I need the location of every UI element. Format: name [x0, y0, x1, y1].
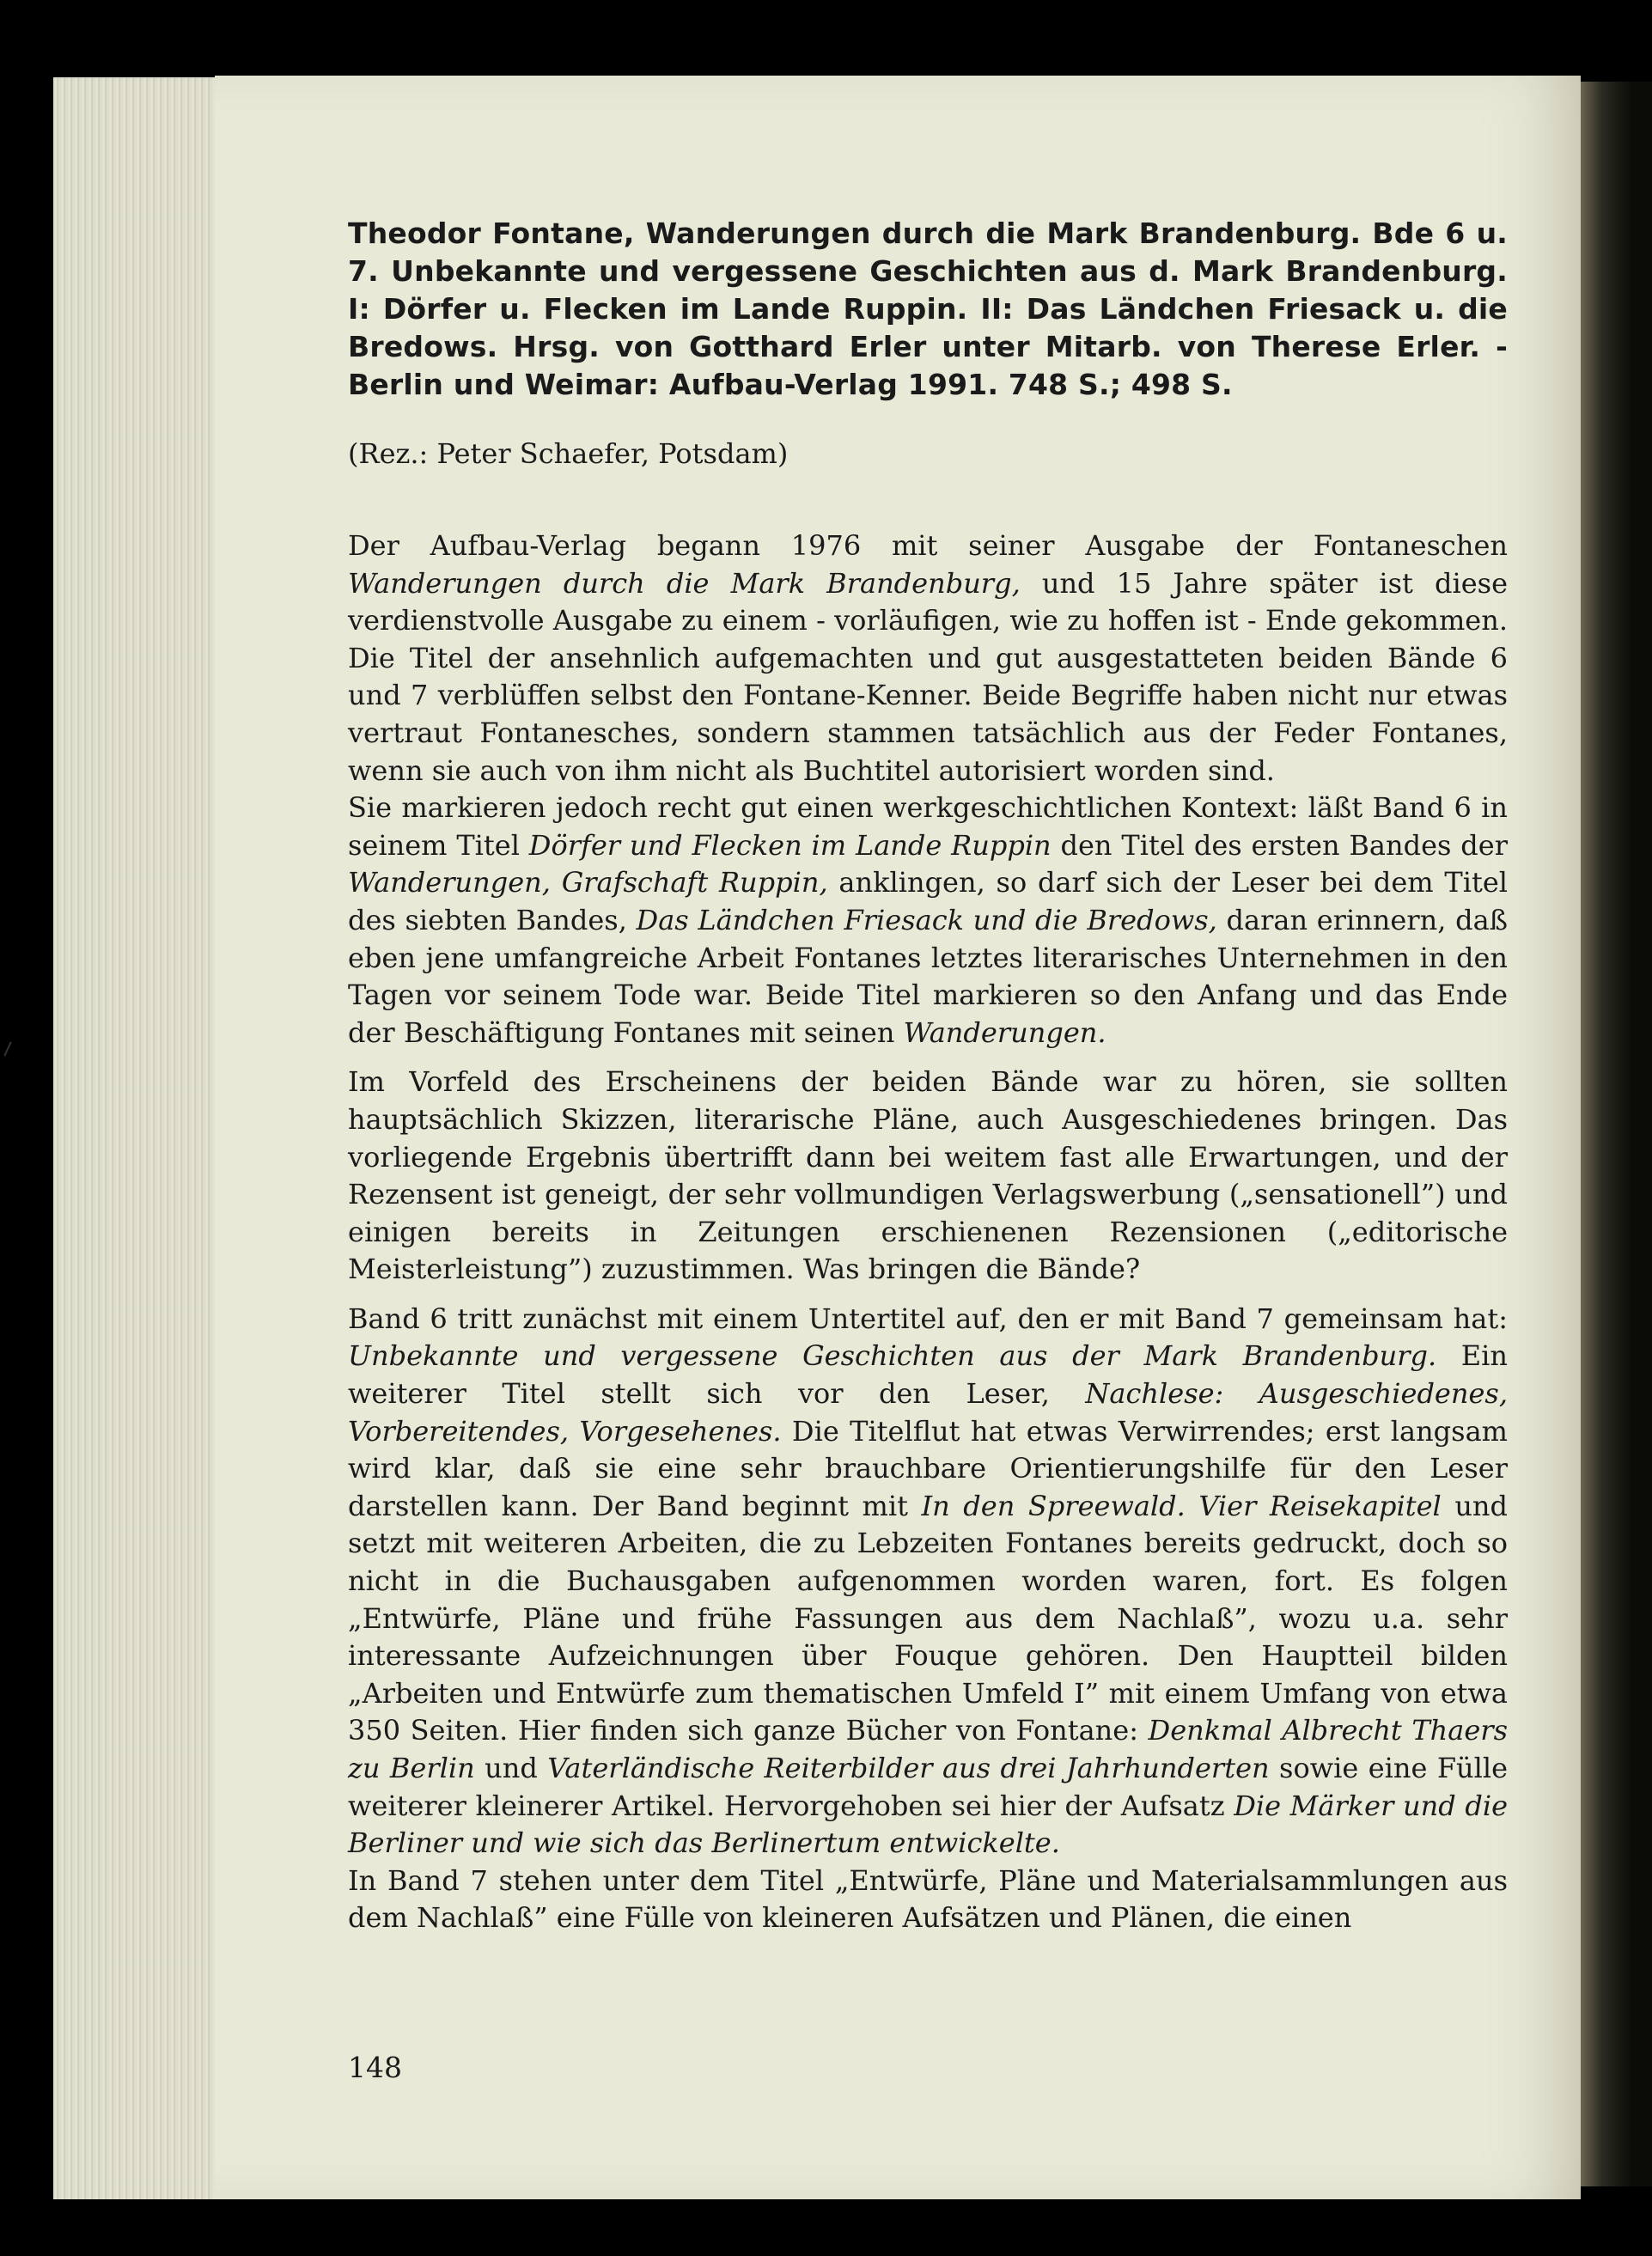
text-run: anklingen, so darf sich der Leser bei dem Titel des siebten Bandes,: [348, 866, 1509, 936]
italic-title: Wanderungen durch die Mark Brandenburg,: [348, 566, 1021, 600]
text-run: den Titel des ersten Bandes der: [1051, 828, 1509, 862]
text-run: Der Aufbau-Verlag begann 1976 mit seiner Ausgabe der Fontaneschen: [348, 529, 1508, 562]
text-run: sowie eine Fülle weiterer kleinerer Artikel. Hervorgehoben sei hier der Aufsatz: [348, 1752, 1509, 1822]
italic-title: Das Ländchen Friesack und die Bredows,: [636, 903, 1217, 936]
page-stack-edge: [53, 77, 225, 2199]
italic-title: Nachlese: Ausgeschiedenes, Vorbereitendes, Vorgesehenes.: [348, 1377, 1509, 1448]
text-run: In Band 7 stehen unter dem Titel „Entwürfe, Pläne und Materialsammlungen aus dem Nachlaß” eine Fülle von kleineren Aufsätzen und Plänen, die einen: [348, 1863, 1508, 1935]
book-gutter-shadow: [1581, 82, 1652, 2186]
page-text: [348, 215, 1508, 1937]
text-run: Im Vorfeld des Erscheinens der beiden Bände war zu hören, sie sollten hauptsächlich Skizzen, literarische Pläne, auch Ausgeschiedenes bringen. Das vorliegende Ergebnis übertrifft dann bei weitem fast alle Erwartungen, und der Rezensent ist geneigt, der sehr vollmundigen Verlagswerbung („sensationell”) und einigen bereits in Zeitungen erschienenen Rezensionen („editorische Meisterleistung”) zuzustimmen. Was bringen die Bände?: [348, 1065, 1508, 1286]
italic-title: Dörfer und Flecken im Lande Ruppin: [528, 828, 1052, 862]
italic-title: Wanderungen, Grafschaft Ruppin,: [348, 866, 828, 899]
text-run: Band 6 tritt zunächst mit einem Untertitel auf, den er mit Band 7 gemeinsam hat:: [348, 1302, 1508, 1335]
page-number: 148: [348, 2051, 402, 2084]
paragraph-2: [348, 790, 1508, 1052]
text-run: und: [474, 1752, 548, 1784]
paragraph-4: [348, 1301, 1508, 1863]
text-run: Ein weiterer Titel stellt sich vor den Leser,: [348, 1339, 1509, 1411]
reviewer-line: (Rez.: Peter Schaefer, Potsdam): [348, 437, 789, 470]
italic-title: Die Märker und die Berliner und wie sich das Berlinertum entwickelte.: [348, 1789, 1509, 1860]
italic-title: Denkmal Albrecht Thaers zu Berlin: [348, 1714, 1509, 1784]
scan-mark: [3, 1041, 11, 1056]
italic-title: Vaterländische Reiterbilder aus drei Jahrhunderten: [547, 1752, 1270, 1784]
text-run: und 15 Jahre später ist diese verdienstvolle Ausgabe zu einem - vorläufigen, wie zu hoffen ist - Ende gekommen. Die Titel der ansehnlich aufgemachten und gut ausgestatteten beiden Bände 6 und 7 verblüffen selbst den Fontane-Kenner. Beide Begriffe haben nicht nur etwas vertraut Fontanesches, sondern stammen tatsächlich aus der Feder Fontanes, wenn sie auch von ihm nicht als Buchtitel autorisiert worden sind.: [348, 566, 1509, 787]
text-run: Sie markieren jedoch recht gut einen werkgeschichtlichen Kontext: läßt Band 6 in seinem Titel: [348, 791, 1508, 862]
italic-title: In den Spreewald. Vier Reisekapitel: [921, 1489, 1442, 1522]
italic-title: Unbekannte und vergessene Geschichten aus der Mark Brandenburg.: [348, 1339, 1437, 1373]
text-run: daran erinnern, daß eben jene umfangreiche Arbeit Fontanes letztes literarisches Unternehmen in den Tagen vor seinem Tode war. Beide Titel markieren so den Anfang und das Ende der Beschäftigung Fontanes mit seinen: [348, 903, 1509, 1049]
paragraph-1: [348, 527, 1508, 790]
citation-header: Theodor Fontane, Wanderungen durch die Mark Brandenburg. Bde 6 u. 7. Unbekannte und vergessene Geschichten aus d. Mark Brandenburg. I: Dörfer u. Flecken im Lande Ruppin. II: Das Ländchen Friesack u. die Bredows. Hrsg. von Gotthard Erler unter Mitarb. von Therese Erler. - Berlin und Weimar: Aufbau-Verlag 1991. 748 S.; 498 S.: [348, 216, 1508, 401]
text-run: und setzt mit weiteren Arbeiten, die zu Lebzeiten Fontanes bereits gedruckt, doch so nicht in die Buchausgaben aufgenommen worden waren, fort. Es folgen „Entwürfe, Pläne und frühe Fassungen aus dem Nachlaß”, wozu u.a. sehr interessante Aufzeichnungen über Fouque gehören. Den Hauptteil bilden „Arbeiten und Entwürfe zum thematischen Umfeld I” mit einem Umfang von etwa 350 Seiten. Hier finden sich ganze Bücher von Fontane:: [348, 1489, 1509, 1747]
paragraph-3: [348, 1064, 1508, 1289]
paragraph-5: [348, 1863, 1508, 1937]
italic-title: Wanderungen.: [903, 1015, 1106, 1049]
text-run: Die Titelflut hat etwas Verwirrendes; erst langsam wird klar, daß sie eine sehr brauchbare Orientierungshilfe für den Leser darstellen kann. Der Band beginnt mit: [348, 1414, 1509, 1522]
